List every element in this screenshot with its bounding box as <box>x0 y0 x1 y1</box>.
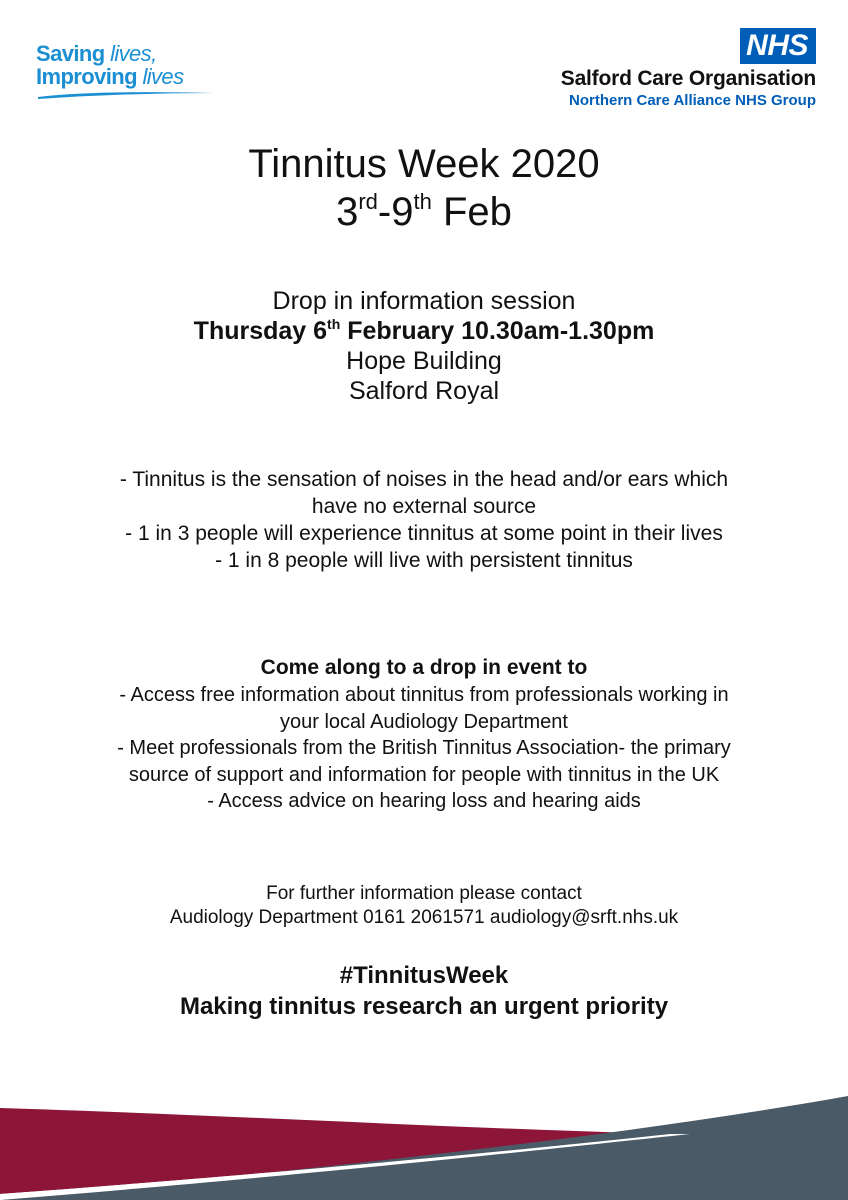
title-dates: 3rd-9th Feb <box>336 189 512 234</box>
title-line-1: Tinnitus Week 2020 <box>248 142 600 186</box>
slogan: Making tinnitus research an urgent priority <box>179 993 669 1020</box>
contact-section <box>0 882 848 930</box>
fact-item: - 1 in 8 people will live with persistent tinnitus <box>215 549 633 572</box>
page-title <box>0 140 848 236</box>
session-date: Thursday 6th February 10.30am-1.30pm <box>193 316 655 345</box>
fact-item: - Tinnitus is the sensation of noises in the head and/or ears which have no external source <box>119 468 729 518</box>
session-building: Hope Building <box>346 347 502 375</box>
fact-item: - 1 in 3 people will experience tinnitus at some point in their lives <box>125 522 723 545</box>
group-name: Northern Care Alliance NHS Group <box>569 92 816 109</box>
come-along-item: - Meet professionals from the British Tinnitus Association- the primary source of support and information for people with tinnitus in the UK <box>117 737 731 786</box>
organisation-name: Salford Care Organisation <box>560 67 816 90</box>
hashtag: #TinnitusWeek <box>339 962 509 989</box>
contact-intro: For further information please contact <box>266 883 582 904</box>
session-details <box>0 286 848 406</box>
nhs-logo: NHS <box>740 28 816 64</box>
session-site: Salford Royal <box>348 377 500 405</box>
tinnitus-facts <box>0 466 848 574</box>
session-name: Drop in information session <box>272 287 576 315</box>
come-along-heading: Come along to a drop in event to <box>260 656 588 679</box>
contact-details: Audiology Department 0161 2061571 audiology@srft.nhs.uk <box>169 907 679 928</box>
come-along-section <box>0 654 848 815</box>
decorative-bottom-band <box>0 1090 848 1200</box>
come-along-item: - Access advice on hearing loss and hearing aids <box>207 790 641 812</box>
tagline-swoosh-icon <box>36 88 216 100</box>
saving-lives-logo <box>36 42 226 100</box>
nhs-organisation-logo <box>561 28 816 109</box>
tagline-line-1: Saving lives, <box>36 41 157 66</box>
tagline-line-2: Improving lives <box>36 64 184 89</box>
come-along-item: - Access free information about tinnitus from professionals working in your local Audiology Department <box>119 684 729 733</box>
footer-tagline <box>0 960 848 1022</box>
